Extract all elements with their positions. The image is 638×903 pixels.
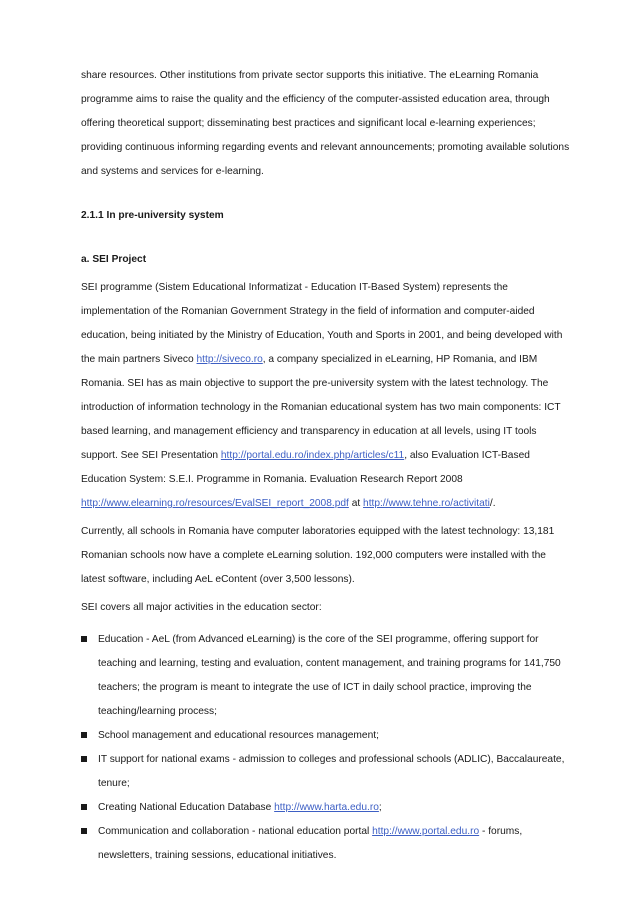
sei-text-part3: , also Evaluation ICT-Based Education System: S.E.I. Programme in Romania. Evaluation Research Report 2008 — [81, 450, 530, 485]
portal-link[interactable]: http://www.portal.edu.ro — [372, 826, 480, 837]
sei-text-part5: /. — [489, 498, 496, 509]
list-item-text: IT support for national exams - admission to colleges and professional schools (ADLIC), Baccalaureate, tenure; — [98, 754, 565, 789]
list-item-text-end: ; — [378, 802, 382, 813]
tehne-link[interactable]: http://www.tehne.ro/activitati — [363, 498, 490, 509]
sei-presentation-link[interactable]: http://portal.edu.ro/index.php/articles/c11 — [220, 450, 405, 461]
currently-paragraph: Currently, all schools in Romania have computer laboratories equipped with the latest technology: 13,181 Romanian schools now have a complete eLearning solution. 192,000 computers were installed with the latest software, including AeL eContent (over 3,500 lessons). — [81, 526, 555, 585]
document-page — [81, 64, 571, 868]
covers-paragraph: SEI covers all major activities in the education sector: — [81, 602, 322, 613]
evaluation-report-link[interactable]: http://www.elearning.ro/resources/EvalSEI_report_2008.pdf — [81, 498, 349, 509]
list-item — [81, 796, 571, 820]
section-heading: 2.1.1 In pre-university system — [81, 210, 224, 221]
list-item-text: Communication and collaboration - national education portal — [98, 826, 373, 837]
square-bullet-icon — [81, 804, 87, 810]
square-bullet-icon — [81, 756, 87, 762]
siveco-link[interactable]: http://siveco.ro — [196, 354, 263, 365]
list-item — [81, 820, 571, 868]
intro-paragraph: share resources. Other institutions from private sector supports this initiative. The eLearning Romania programme aims to raise the quality and the efficiency of the computer-assisted education area, through offering theoretical support; disseminating best practices and significant local e-learning experiences; providing continuous informing regarding events and relevant announcements; promoting available solutions and systems and services for e-learning. — [81, 70, 570, 177]
sei-text-part2: , a company specialized in eLearning, HP Romania, and IBM Romania. SEI has as main objective to support the pre-university system with the latest technology. The introduction of information technology in the Romanian educational system has two main components: ICT based learning, and management efficiency and transparency in education at all levels, using IT tools support. See SEI Presentation — [81, 354, 561, 461]
list-item — [81, 724, 571, 748]
list-item-text: School management and educational resources management; — [98, 730, 379, 741]
list-item — [81, 628, 571, 724]
activities-list — [81, 628, 571, 868]
list-item-text: Creating National Education Database — [98, 802, 275, 813]
list-item — [81, 748, 571, 796]
harta-link[interactable]: http://www.harta.edu.ro — [274, 802, 379, 813]
square-bullet-icon — [81, 828, 87, 834]
sei-paragraph — [81, 276, 571, 516]
sei-text-part4: at — [348, 498, 364, 509]
list-item-text: Education - AeL (from Advanced eLearning) is the core of the SEI programme, offering support for teaching and learning, testing and evaluation, content management, and training programs for 141,750 teachers; the program is meant to integrate the use of ICT in daily school practice, improving the teaching/learning process; — [98, 634, 561, 717]
list-item-text-end: - forums, newsletters, training sessions, educational initiatives. — [98, 826, 523, 861]
square-bullet-icon — [81, 732, 87, 738]
sei-text-part1: SEI programme (Sistem Educational Informatizat - Education IT-Based System) represents the implementation of the Romanian Government Strategy in the field of information and computer-aided education, being initiated by the Ministry of Education, Youth and Sports in 2001, and being developed with the main partners Siveco — [81, 282, 563, 365]
square-bullet-icon — [81, 636, 87, 642]
subsection-heading: a. SEI Project — [81, 254, 147, 265]
